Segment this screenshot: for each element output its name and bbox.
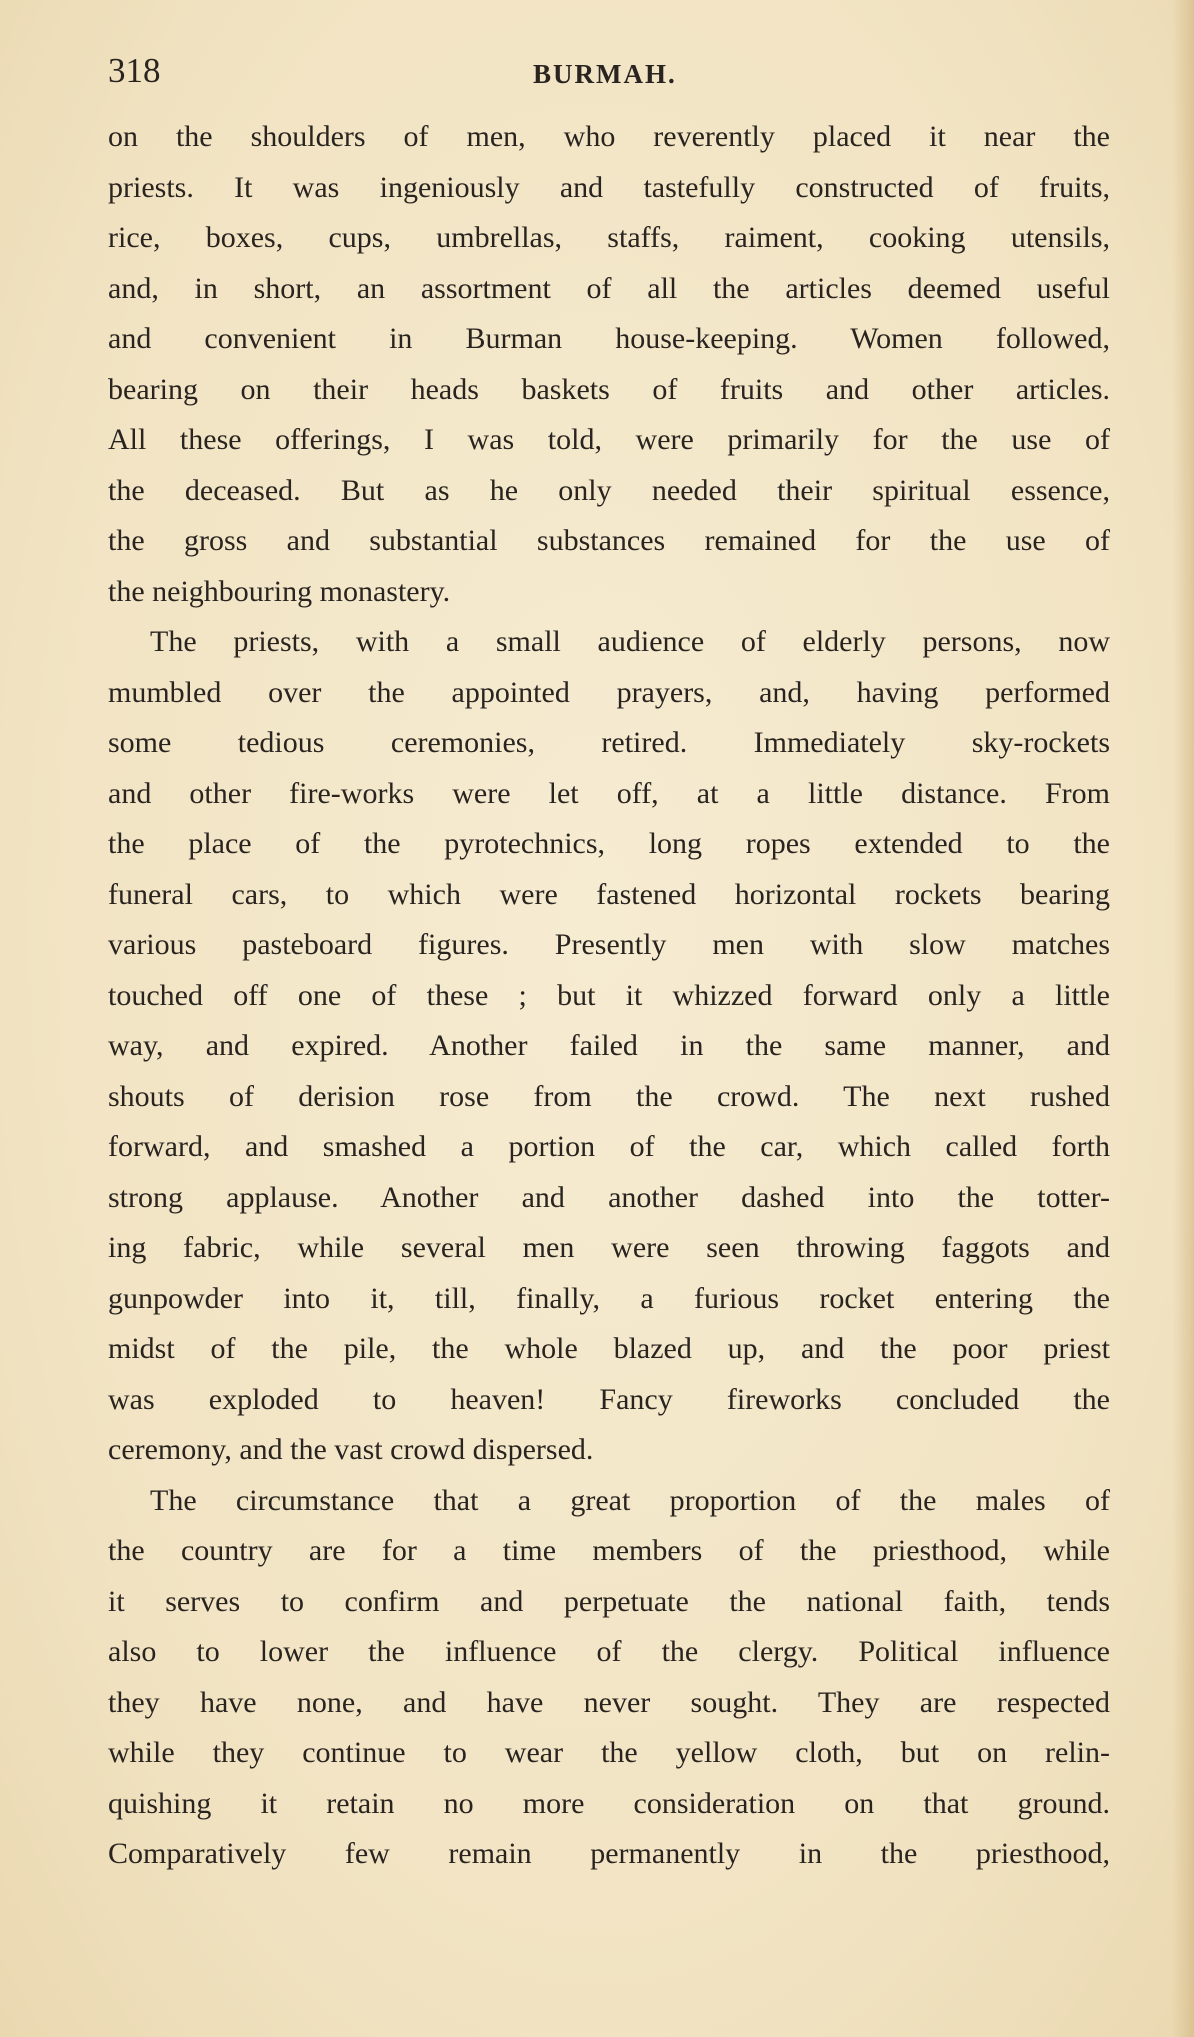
- text-line: All these offerings, I was told, were primarily for the use of: [108, 423, 1110, 456]
- page-number: 318: [108, 51, 161, 90]
- text-line: the gross and substantial substances remained for the use of: [108, 524, 1110, 557]
- text-line: the place of the pyrotechnics, long ropes extended to the: [108, 827, 1110, 860]
- text-line: strong applause. Another and another dashed into the totter-: [108, 1180, 1110, 1214]
- text-line: way, and expired. Another failed in the same manner, and: [108, 1029, 1110, 1062]
- text-line: The priests, with a small audience of elderly persons, now: [150, 625, 1110, 658]
- text-line: ing fabric, while several men were seen throwing faggots and: [108, 1231, 1110, 1264]
- text-line: gunpowder into it, till, finally, a furious rocket entering the: [108, 1281, 1110, 1315]
- text-line: also to lower the influence of the clergy. Political influence: [108, 1635, 1110, 1668]
- text-line: funeral cars, to which were fastened horizontal rockets bearing: [108, 877, 1110, 911]
- text-line: mumbled over the appointed prayers, and, having performed: [108, 675, 1110, 709]
- text-line: Comparatively few remain permanently in the priesthood,: [108, 1837, 1110, 1870]
- text-line: some tedious ceremonies, retired. Immediately sky-rockets: [108, 726, 1110, 759]
- text-line: rice, boxes, cups, umbrellas, staffs, raiment, cooking utensils,: [108, 221, 1110, 254]
- text-line: it serves to confirm and perpetuate the national faith, tends: [108, 1584, 1110, 1618]
- text-line: priests. It was ingeniously and tastefully constructed of fruits,: [108, 170, 1110, 204]
- page-header: [108, 46, 1110, 96]
- text-line: quishing it retain no more consideration on that ground.: [108, 1786, 1110, 1820]
- text-line: and convenient in Burman house-keeping. Women followed,: [108, 322, 1110, 355]
- text-line: midst of the pile, the whole blazed up, and the poor priest: [108, 1332, 1110, 1365]
- text-line: they have none, and have never sought. They are respected: [108, 1685, 1110, 1719]
- body-text: [108, 112, 1110, 1880]
- text-line: The circumstance that a great proportion of the males of: [150, 1483, 1110, 1517]
- text-line: forward, and smashed a portion of the car, which called forth: [108, 1130, 1110, 1163]
- text-line: and, in short, an assortment of all the articles deemed useful: [108, 271, 1110, 305]
- text-line: various pasteboard figures. Presently men with slow matches: [108, 928, 1110, 961]
- text-line: ceremony, and the vast crowd dispersed.: [108, 1433, 594, 1466]
- text-line: shouts of derision rose from the crowd. The next rushed: [108, 1079, 1110, 1113]
- text-line: touched off one of these ; but it whizzed forward only a little: [108, 978, 1110, 1012]
- text-line: on the shoulders of men, who reverently placed it near the: [108, 120, 1110, 153]
- text-line: bearing on their heads baskets of fruits and other articles.: [108, 372, 1110, 406]
- text-line: the deceased. But as he only needed their spiritual essence,: [108, 473, 1110, 507]
- text-line: while they continue to wear the yellow cloth, but on relin-: [108, 1736, 1110, 1769]
- text-line: the country are for a time members of the priesthood, while: [108, 1534, 1110, 1567]
- page-edge-shadow: [1172, 0, 1194, 2037]
- text-line: and other fire-works were let off, at a little distance. From: [108, 776, 1110, 810]
- text-line: the neighbouring monastery.: [108, 574, 451, 608]
- text-line: was exploded to heaven! Fancy fireworks concluded the: [108, 1382, 1110, 1416]
- running-head: BURMAH.: [533, 59, 677, 89]
